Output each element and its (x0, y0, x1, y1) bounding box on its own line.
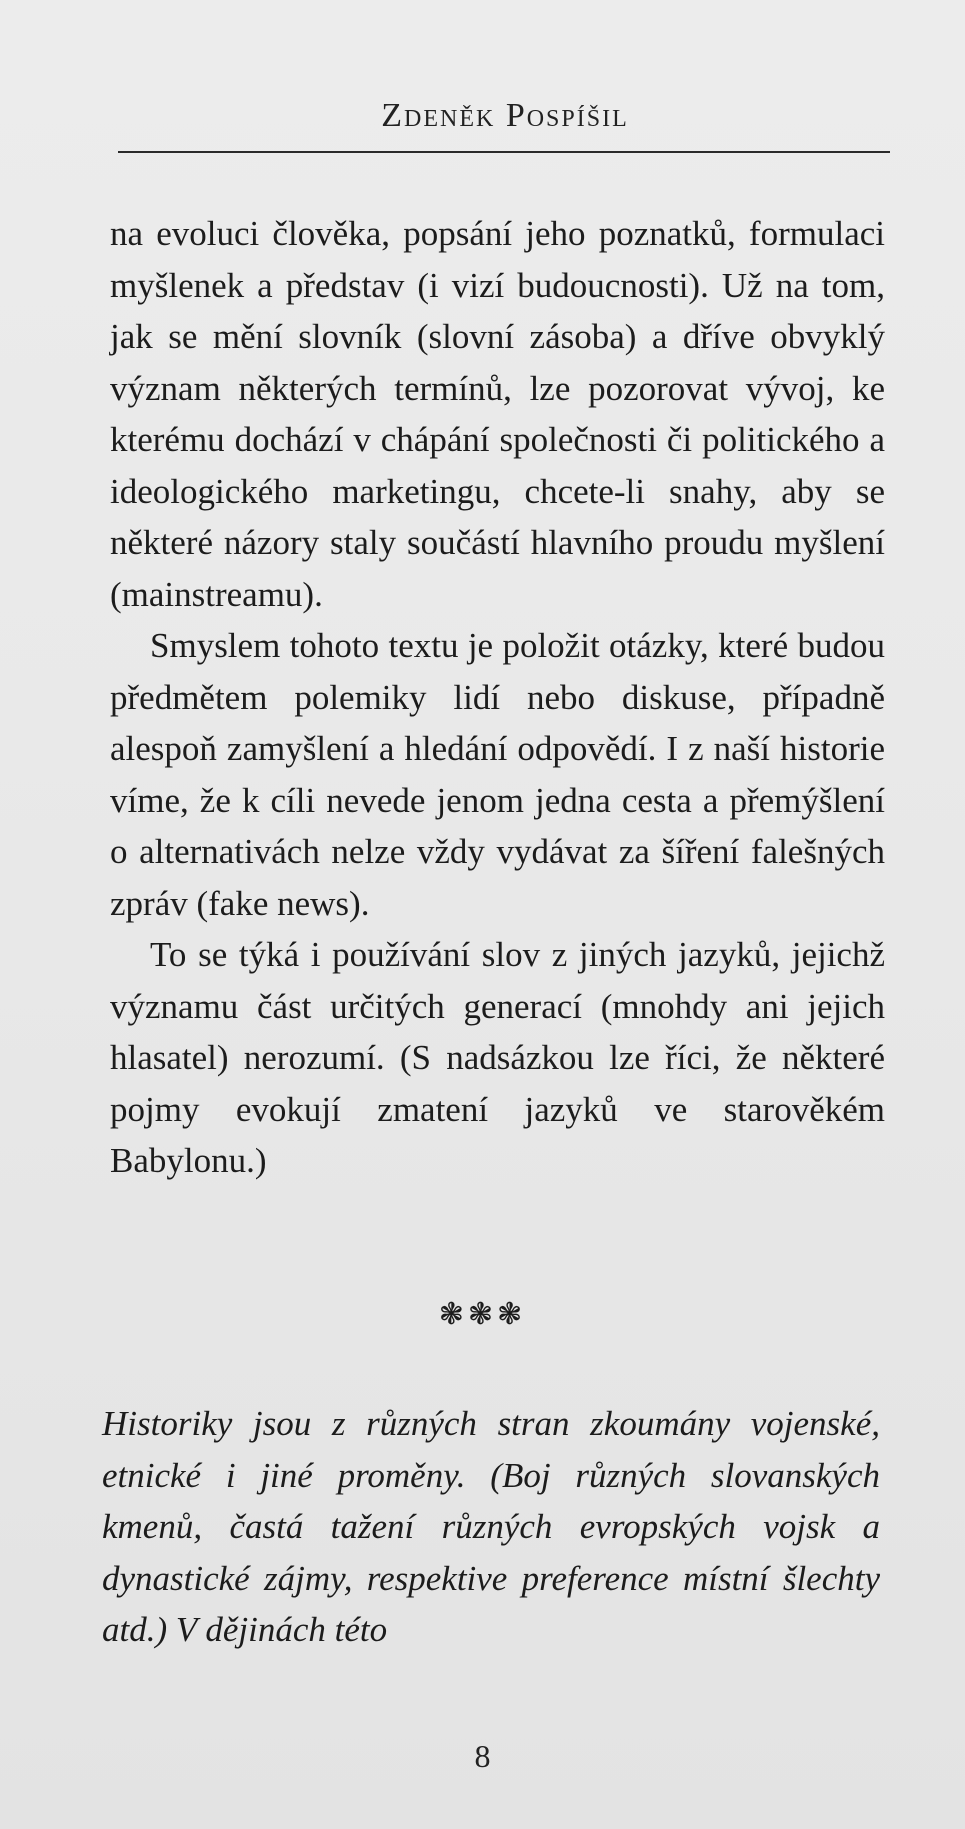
page-number: 8 (474, 1738, 491, 1774)
body-text (110, 208, 885, 1187)
paragraph-3: To se týká i používání slov z jiných jazyků, jejichž významu část určitých generací (mnohdy ani jejich hlasatel) nerozumí. (S nadsázkou lze říci, že některé pojmy evokují zmatení jazyků ve starověkém Babylonu.) (110, 935, 885, 1180)
running-head-author: Zdeněk Pospíšil (381, 97, 629, 134)
paragraph-2: Smyslem tohoto textu je položit otázky, které budou předmětem polemiky lidí nebo diskuse, případně alespoň zamyšlení a hledání odpovědí. I z naší historie víme, že k cíli nevede jenom jedna cesta a přemýšlení o alternativách nelze vždy vydávat za šíření falešných zpráv (fake news). (110, 626, 885, 923)
header-rule (118, 151, 890, 153)
italic-paragraph-1: Historiky jsou z různých stran zkoumány vojenské, etnické i jiné proměny. (Boj různých slovanských kmenů, častá tažení různých evropských vojsk a dynastické zájmy, respektive preference místní šlechty atd.) V dějinách této (102, 1404, 880, 1649)
italic-section (102, 1398, 880, 1656)
paragraph-1: na evoluci člověka, popsání jeho poznatků, formulaci myšlenek a představ (i vizí budoucnosti). Už na tom, jak se mění slovník (slovní zásoba) a dříve obvyklý význam některých termínů, lze pozorovat vývoj, ke kterému dochází v chápání společnosti či politického a ideologického marketingu, chcete-li snahy, aby se některé názory staly součástí hlavního proudu myšlení (mainstreamu). (110, 214, 885, 614)
section-divider-ornament: ❃❃❃ (438, 1297, 527, 1332)
